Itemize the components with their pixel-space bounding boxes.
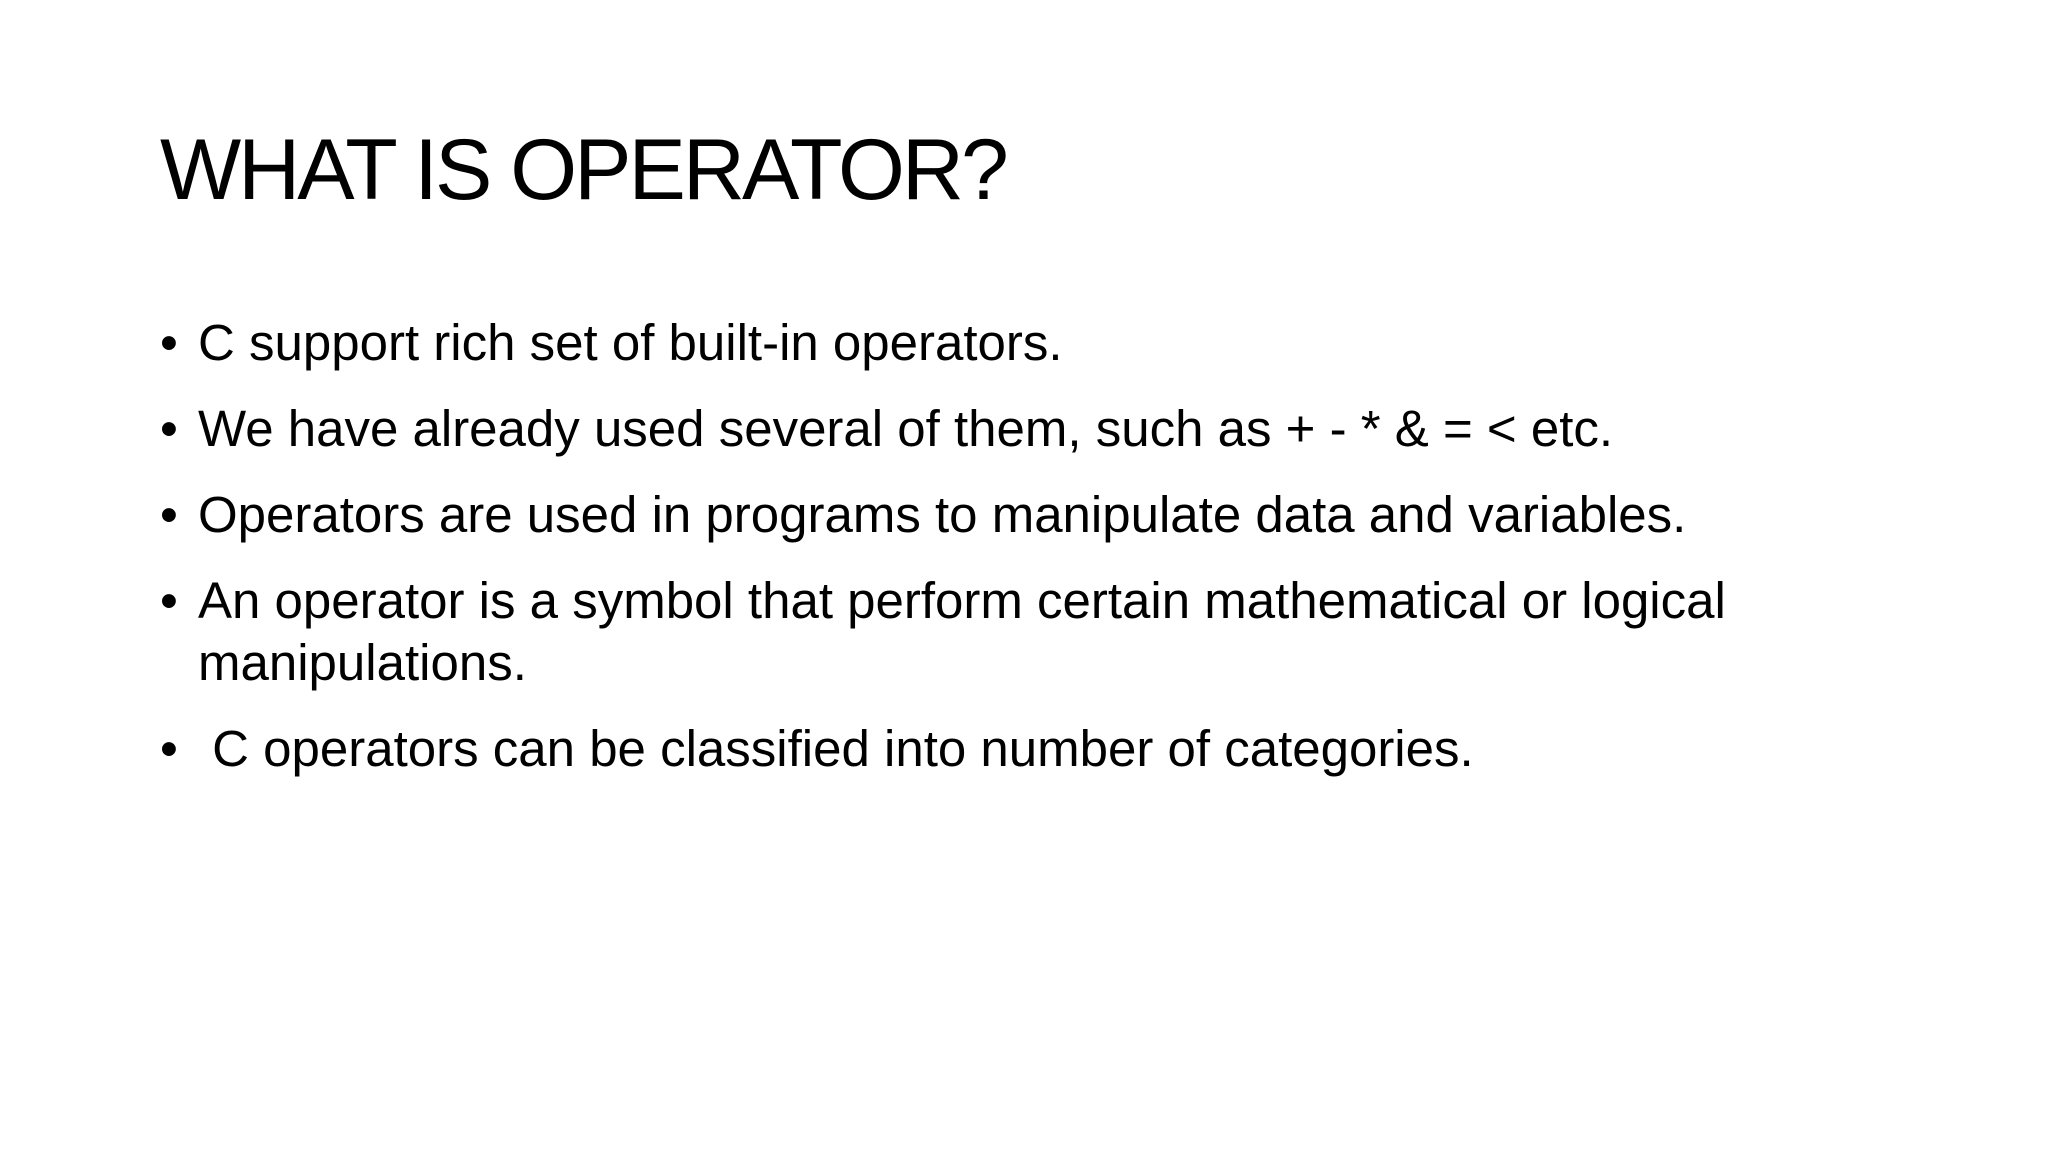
bullet-icon: • xyxy=(160,400,178,457)
bullet-text: C support rich set of built-in operators. xyxy=(198,314,1063,371)
bullet-icon: • xyxy=(160,572,178,629)
bullet-item xyxy=(160,312,1920,374)
bullet-item xyxy=(160,570,1920,694)
bullet-text: Operators are used in programs to manipulate data and variables. xyxy=(198,486,1687,543)
slide-title: WHAT IS OPERATOR? xyxy=(160,122,1006,218)
bullet-text: An operator is a symbol that perform certain mathematical or logical manipulations. xyxy=(198,572,1726,691)
bullet-icon: • xyxy=(160,314,178,371)
bullet-item xyxy=(160,718,1920,780)
bullet-text: We have already used several of them, such as + - * & = < etc. xyxy=(198,400,1614,457)
bullet-item xyxy=(160,398,1920,460)
bullet-text: C operators can be classified into number of categories. xyxy=(198,720,1474,777)
bullet-icon: • xyxy=(160,720,178,777)
bullet-item xyxy=(160,484,1920,546)
bullet-icon: • xyxy=(160,486,178,543)
bullet-list xyxy=(160,312,1920,804)
